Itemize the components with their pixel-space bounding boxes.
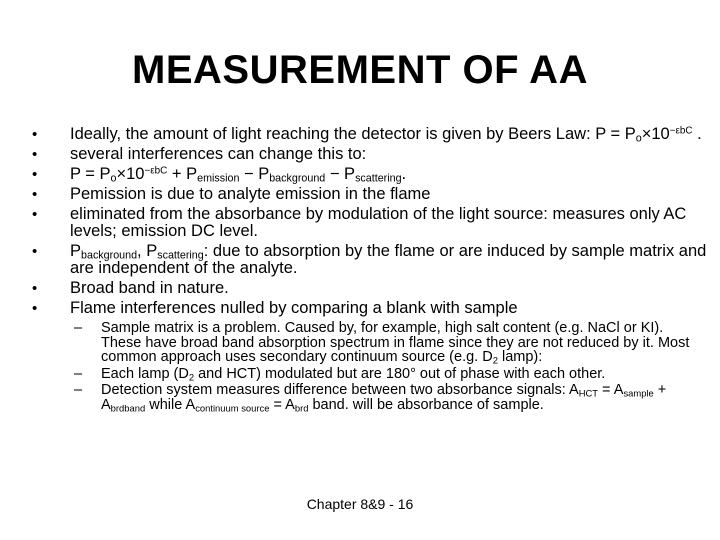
subscript: sample [623,387,654,399]
superscript: −εbC [669,125,693,137]
bullet-text: P = P [70,165,111,183]
slide-title: MEASUREMENT OF AA [132,48,588,92]
bullet-flame-nulled [32,300,712,412]
bullet-background [32,243,712,277]
bullet-modulation [32,206,712,240]
sub-bullet-text: Sample matrix is a problem. Caused by, for example, high salt content (e.g. NaCl or KI). These have broad band absorption spectrum in flame since they are not reduced by it. Most common approach uses secondary continuum source (e.g. D [101,320,690,365]
bullet-text: . [401,165,407,183]
subscript: o [635,132,642,145]
sub-bullet-text: = A [598,382,624,398]
bullet-beers-law [32,126,712,143]
bullet-text: Broad band in nature. [70,279,229,297]
sub-bullet-text: lamp): [497,349,543,365]
sub-bullet-list [70,321,705,412]
subscript: emission [197,172,240,185]
slide-footer: Chapter 8&9 - 16 [306,496,414,512]
subscript: background [269,172,326,185]
subscript: 2 [188,370,195,382]
sub-bullet-detection [70,383,705,412]
bullet-text: Ideally, the amount of light reaching the detector is given by Beers Law: P = P [70,125,636,143]
bullet-text: − P [239,165,270,183]
subscript: background [81,249,138,262]
bullet-emission [32,186,712,203]
bullet-text: , P [137,242,158,260]
subscript: HCT [578,387,599,399]
subscript: o [110,172,117,185]
bullet-equation [32,166,712,183]
superscript: −εbC [144,165,168,177]
subscript: brd [294,401,309,413]
bullet-text: . [692,125,702,143]
subscript: scattering [157,249,204,262]
sub-bullet-text: = A [269,396,295,413]
sub-bullet-sample-matrix [70,321,705,365]
bullet-text: several interferences can change this to: [70,145,367,163]
subscript: continuum source [195,401,270,413]
bullet-text: Pemission is due to analyte emission in the flame [70,185,431,203]
sub-bullet-text: while A [145,396,196,413]
bullet-text: : due to absorption by the flame or are induced by sample matrix and are independent of the analyte. [70,242,707,277]
sub-bullet-text: Detection system measures difference between two absorbance signals: A [101,382,579,398]
sub-bullet-text: + A [101,382,667,413]
subscript: brdband [110,401,146,413]
subscript: scattering [355,172,402,185]
bullet-text: − P [325,165,356,183]
bullet-text: Flame interferences nulled by comparing a blank with sample [70,299,518,317]
bullet-text: eliminated from the absorbance by modulation of the light source: measures only AC levels; emission DC level. [70,205,687,240]
bullet-interferences [32,146,712,163]
sub-bullet-text: Each lamp (D [101,365,189,382]
bullet-list [32,126,712,415]
sub-bullet-text: band. will be absorbance of sample. [308,396,544,413]
bullet-broad-band [32,280,712,297]
sub-bullet-lamp-phase [70,367,705,382]
bullet-text: ×10 [641,125,670,143]
sub-bullet-text: and HCT) modulated but are 180° out of phase with each other. [194,365,606,382]
bullet-text: P [70,242,82,260]
bullet-text: ×10 [116,165,145,183]
bullet-text: + P [167,165,198,183]
subscript: 2 [492,354,498,366]
